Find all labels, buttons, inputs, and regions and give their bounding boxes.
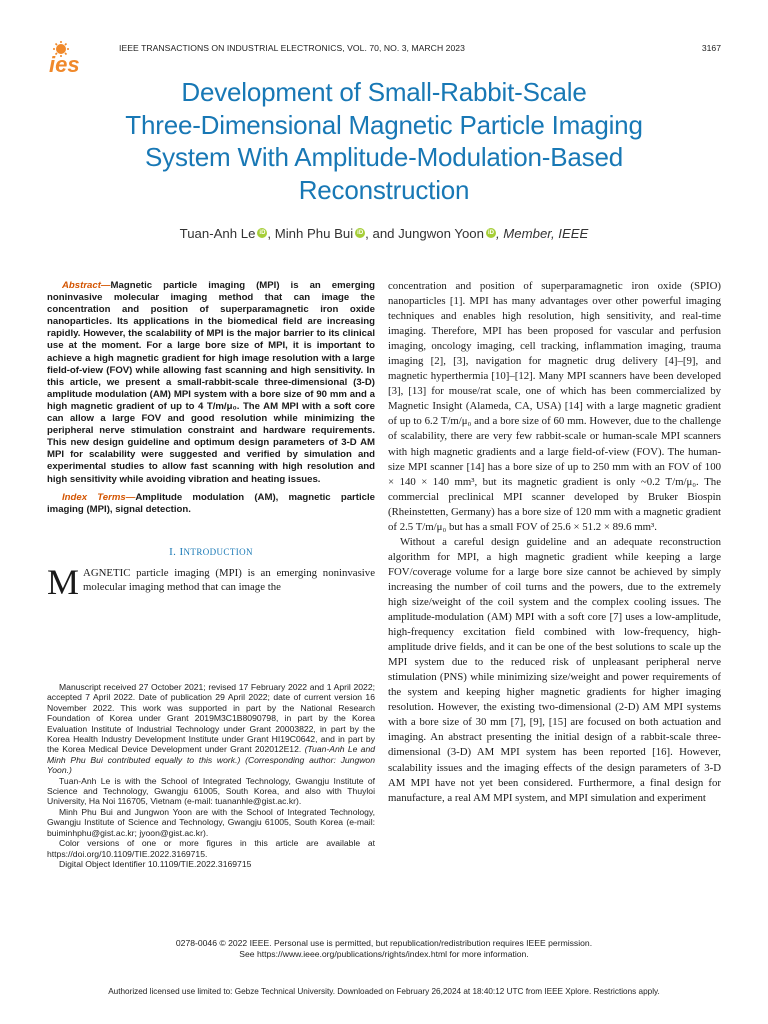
paper-title (60, 76, 708, 206)
index-terms (47, 492, 375, 516)
author-list (60, 226, 708, 241)
membership-label: , Member, IEEE (495, 226, 589, 241)
footnote-affiliation: Tuan-Anh Le is with the School of Integrated Technology, Gwangju Institute of Science and Technology, Gwangju 61005, South Korea, and also with Thuyloi University, Ha Noi 116705, Vietnam (e-mail: tuananhle@gist.ac.kr). (47, 775, 375, 807)
intro-paragraph (47, 561, 375, 602)
author-separator: , and (365, 226, 399, 241)
index-terms-label: Index Terms— (62, 491, 136, 503)
section-title-rest: NTRODUCTION (183, 546, 253, 557)
copyright-line: 0278-0046 © 2022 IEEE. Personal use is permitted, but republication/redistribution requires IEEE permission. (175, 938, 593, 948)
author-name: Jungwon Yoon (398, 226, 484, 241)
footnote-text: Manuscript received 27 October 2021; revised 17 February 2022 and 1 April 2022; accepted 7 April 2022. Date of publication 29 April 2022; date of current version 16 November 2022. This work was supported in part by the National Research Foundation of Korea under Grant 2019M3C1B8090798, in part by the Korea Evaluation Institute of Industrial Technology under Grant 20003822, in part by the Korea Health Industry Development Institute under Grant HI19C0642, and in part by the Korea Medical Device Development under Grant 202012E12. (47, 682, 375, 755)
body-paragraph: concentration and position of superparamagnetic iron oxide (SPIO) nanoparticles [1]. MPI has many advantages over other powerful imaging techniques and enables high resolution, high sensitivity, and real-time imaging. Therefore, MPI has been proposed for vascular and perfusion imaging, oncology imaging, cell tracking, inflammation imaging, trauma imaging [2], [3], navigation for magnetic drug delivery [4]–[9], and magnetic hyperthermia [10]–[12]. Many MPI scanners have been developed [3], [13] for mouse/rat scale, one of which has been commercialized by Magnetic Insight (Alameda, CA, USA) [14] with a large magnetic gradient of up to 6.2 T/m/μ₀ and a bore size of 60 mm. However, due to the challenge of scalability, there are very few rabbit-scale or human-scale MPI scanners with high magnetic gradients and a large field-of-view (FOV). The human-size MPI scanner [14] has a bore size of up to 250 mm with an FOV of 100 × 140 × 140 mm³, but its magnetic gradient is only ~0.2 T/m/μ₀. The commercial preclinical MPI scanner developed by Bruker Biospin (Rheinstetten, Germany) has a bore size of 120 mm with a magnetic gradient of 2.5 T/m/μ₀ but has a small FOV of 25.6 × 51.2 × 89.6 mm³. (388, 280, 721, 533)
ies-logo (47, 40, 105, 74)
footnote-italic: (Tuan-Anh Le and Minh Phu Bui contributed equally to this work.) (Corresponding author: Jungwon Yoon.) (47, 744, 376, 776)
author-name: Tuan-Anh Le (179, 226, 256, 241)
orcid-icon[interactable]: iD (357, 230, 364, 236)
svg-text:ies: ies (49, 52, 80, 74)
abstract-label: Abstract— (62, 280, 111, 291)
title-line: Reconstruction (298, 174, 470, 205)
footnote-affiliation: Minh Phu Bui and Jungwon Yoon are with the School of Integrated Technology, Gwangju Institute of Science and Technology, Gwangju 61005, South Korea (e-mail: buiminhphu@gist.ac.kr; jyoon@gist.ac.kr). (47, 806, 375, 838)
footnote-doi: Digital Object Identifier 10.1109/TIE.2022.3169715 (59, 858, 252, 869)
right-column (388, 279, 721, 806)
footnote-color-note: Color versions of one or more figures in this article are available at https://doi.org/10.1109/TIE.2022.3169715. (47, 838, 375, 859)
copyright-notice (60, 938, 708, 960)
page-number: 3167 (701, 43, 721, 53)
rights-link-line[interactable]: See https://www.ieee.org/publications/rights/index.html for more information. (239, 949, 529, 959)
drop-cap: M (47, 561, 80, 602)
author-separator: , (267, 226, 275, 241)
license-notice: Authorized licensed use limited to: Gebze Technical University. Downloaded on February 26,2024 at 18:40:12 UTC from IEEE Xplore. Restrictions apply. (108, 987, 660, 996)
footnote-manuscript (47, 682, 375, 776)
section-heading (47, 546, 375, 558)
section-numeral: I. (169, 545, 180, 558)
abstract (47, 280, 375, 486)
orcid-icon[interactable]: iD (487, 230, 494, 236)
title-line: System With Amplitude-Modulation-Based (145, 142, 623, 172)
index-terms-text: Amplitude modulation (AM), magnetic particle imaging (MPI), signal detection. (47, 491, 375, 515)
author-name: Minh Phu Bui (274, 226, 354, 241)
abstract-text: Magnetic particle imaging (MPI) is an emerging noninvasive molecular imaging method that can image the concentration and position of superparamagnetic iron oxide nanoparticles. Its applications in the biomedical field are increasing rapidly. However, the scalability of MPI is the major barrier to its clinical use at the moment. For a large bore size of MPI, it is important to achieve a high magnetic gradient for high image resolution with a large field-of-view (FOV) while allowing fast scanning and high sensitivity. In this article, we present a small-rabbit-scale three-dimensional (3-D) amplitude modulation (AM) MPI system with a bore size of 90 mm and a high magnetic gradient of up to 4 T/m/μ₀. The AM MPI with a soft core can allow a large FOV and good resolution while minimizing the peripheral nerve stimulation constraint and hardware requirements. This new design guideline and optimum design parameters of 3-D AM MPI for scalability were suggested and verified by simulation and experimental studies to allow fast scanning with high resolution and high sensitivity while avoiding vibration and heating issues. (47, 280, 375, 485)
title-line: Development of Small-Rabbit-Scale (181, 77, 587, 107)
body-paragraph: Without a careful design guideline and an adequate reconstruction algorithm for MPI, a high magnetic gradient while keeping a large FOV/coverage volume for a large bore size cannot be achieved by simply increasing the number of coil turns and the powers, due to the extremely high size/weight of the coil system and the complex cooling issues. The amplitude-modulation (AM) MPI with a soft core [7] uses a low-amplitude, high-frequency excitation field combined with low-frequency, high-amplitude drive fields, and it can be one of the best solutions to scale up the MPI system due to the reduced risk of unpleasant peripheral nerve stimulation (PNS) while minimizing size/weight and power requirements of the system and keeping higher magnetic gradients for higher imaging resolution. However, the existing two-dimensional (2-D) AM MPI systems with a bore size of 30 mm [7], [9], [15] are focused on both actuation and imaging. An abstract presenting the initial design of a rabbit-scale three-dimensional (3-D) AM MPI system has been reported [16]. However, scalability issues and the imaging effects of the design parameters of 3-D AM MPI have not yet been considered. Furthermore, a final design for manufacture, a real AM MPI system, and MPI simulation and experiment (388, 535, 721, 804)
intro-text: AGNETIC particle imaging (MPI) is an emerging noninvasive molecular imaging method that can image the (83, 566, 375, 594)
running-head: IEEE TRANSACTIONS ON INDUSTRIAL ELECTRONICS, VOL. 70, NO. 3, MARCH 2023 (119, 43, 465, 53)
section-first-letter: I (179, 545, 184, 558)
left-column (47, 280, 375, 602)
first-page-footnote (47, 682, 375, 869)
title-line: Three-Dimensional Magnetic Particle Imaging (125, 109, 643, 140)
orcid-icon[interactable]: iD (259, 230, 266, 236)
